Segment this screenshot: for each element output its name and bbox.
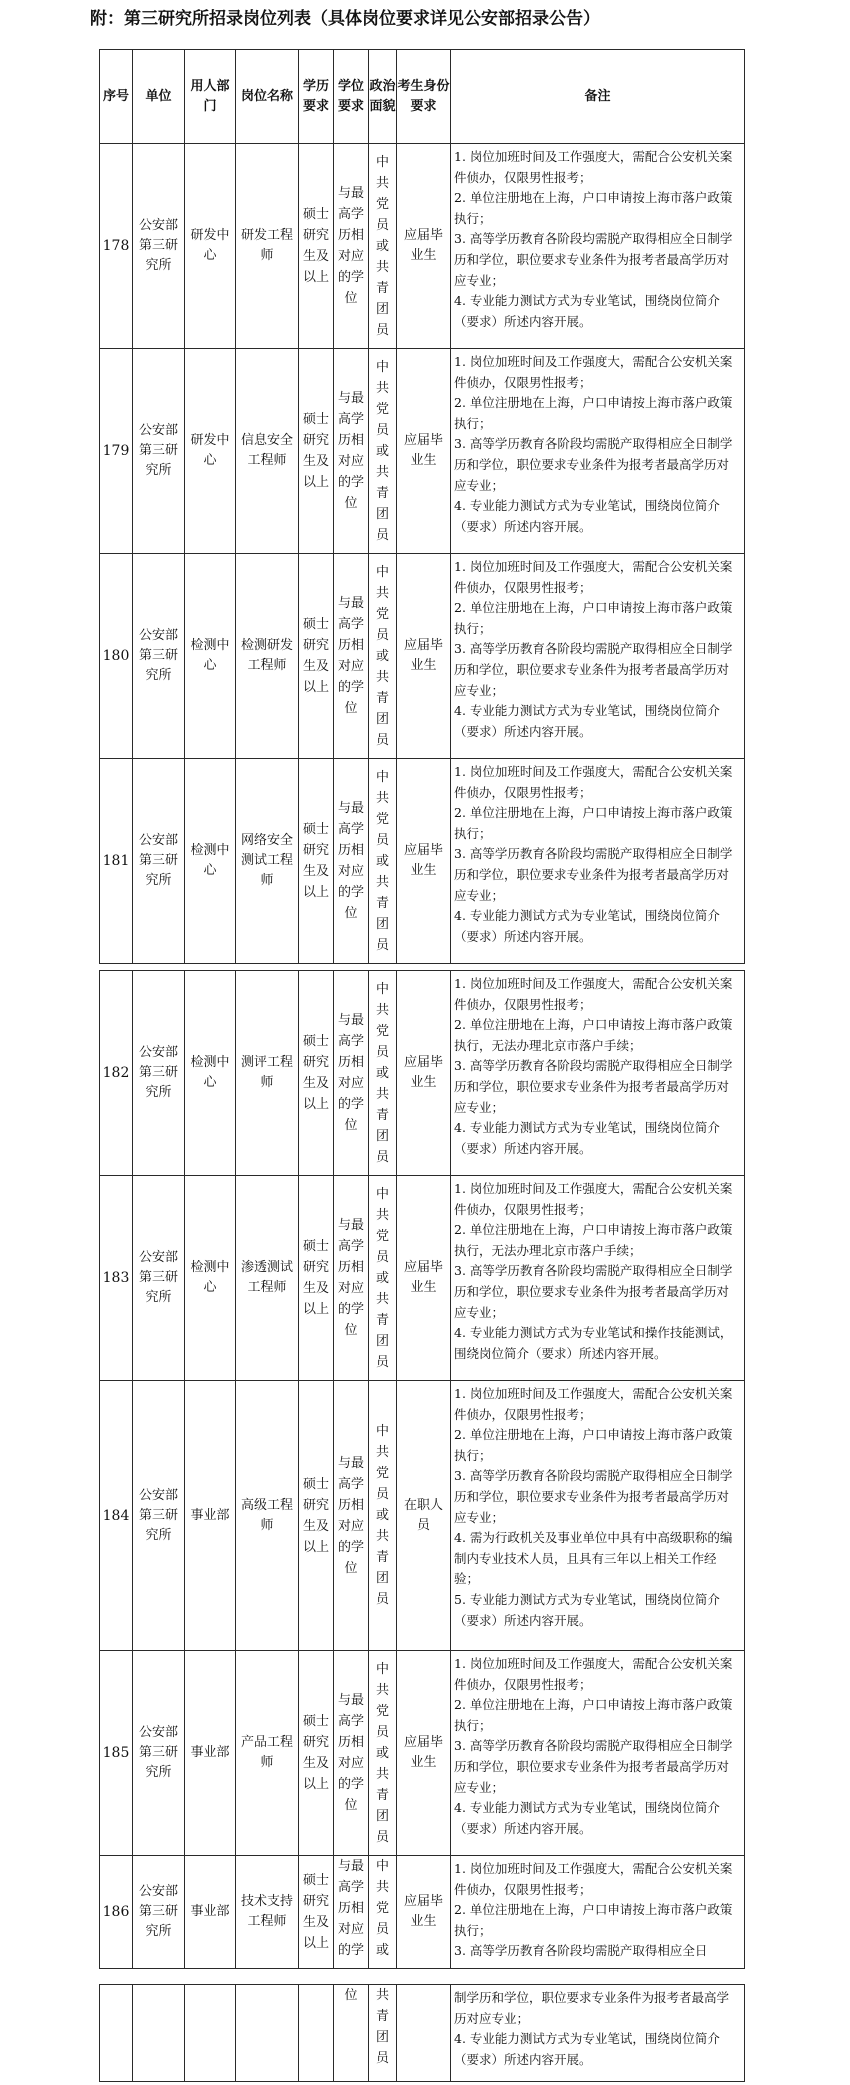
row-unit: 公安部第三研究所 — [133, 971, 185, 1176]
row-political: 中共党员或共青团员 — [369, 759, 397, 964]
row-edu: 硕士研究生及以上 — [299, 349, 334, 554]
row-identity: 应届毕业生 — [397, 1651, 451, 1856]
header-degree: 学位要求 — [334, 50, 369, 144]
row-dept: 检测中心 — [185, 759, 236, 964]
row-edu: 硕士研究生及以上 — [299, 144, 334, 349]
row-seq: 182 — [100, 971, 133, 1176]
row-dept: 检测中心 — [185, 554, 236, 759]
row-seq: 183 — [100, 1176, 133, 1381]
row-edu: 硕士研究生及以上 — [299, 554, 334, 759]
row-seq: 186 — [100, 1856, 133, 1969]
row-identity: 应届毕业生 — [397, 971, 451, 1176]
page-title: 附：第三研究所招录岗位列表（具体岗位要求详见公安部招录公告） — [90, 9, 600, 29]
cont-edu — [299, 1985, 334, 2082]
cont-notes: 制学历和学位，职位要求专业条件为报考者最高学历对应专业； 4. 专业能力测试方式为专业笔试，围绕岗位简介（要求）所述内容开展。 — [451, 1985, 745, 2082]
row-degree: 与最高学历相对应的学位 — [334, 971, 369, 1176]
row-unit: 公安部第三研究所 — [133, 1381, 185, 1651]
row-seq: 179 — [100, 349, 133, 554]
row-identity: 应届毕业生 — [397, 144, 451, 349]
row-political: 中共党员或 — [369, 1856, 397, 1969]
row-notes: 1. 岗位加班时间及工作强度大，需配合公安机关案件侦办，仅限男性报考； 2. 单位注册地在上海，户口申请按上海市落户政策执行； 3. 高等学历教育各阶段均需脱产取得相应全日制学历和学位，职位要求专业条件为报考者最高学历对应专业； 4. 专业能力测试方式为专业笔试，围绕岗位简介（要求）所述内容开展。 — [451, 1651, 745, 1856]
row-unit: 公安部第三研究所 — [133, 144, 185, 349]
row-degree: 与最高学历相对应的学位 — [334, 1651, 369, 1856]
header-edu: 学历要求 — [299, 50, 334, 144]
row-political: 中共党员或共青团员 — [369, 144, 397, 349]
row-seq: 185 — [100, 1651, 133, 1856]
row-dept: 研发中心 — [185, 349, 236, 554]
row-seq: 181 — [100, 759, 133, 964]
cont-dept — [185, 1985, 236, 2082]
row-dept: 检测中心 — [185, 971, 236, 1176]
header-dept: 用人部门 — [185, 50, 236, 144]
cont-seq — [100, 1985, 133, 2082]
row-notes: 1. 岗位加班时间及工作强度大，需配合公安机关案件侦办，仅限男性报考； 2. 单位注册地在上海，户口申请按上海市落户政策执行； 3. 高等学历教育各阶段均需脱产取得相应全日制学历和学位，职位要求专业条件为报考者最高学历对应专业； 4. 需为行政机关及事业单位中具有中高级职称的编制内专业技术人员，且具有三年以上相关工作经验； 5. 专业能力测试方式为专业笔试，围绕岗位简介（要求）所述内容开展。 — [451, 1381, 745, 1651]
header-identity: 考生身份要求 — [397, 50, 451, 144]
row-edu: 硕士研究生及以上 — [299, 759, 334, 964]
row-post: 技术支持工程师 — [236, 1856, 299, 1969]
row-notes: 1. 岗位加班时间及工作强度大，需配合公安机关案件侦办，仅限男性报考； 2. 单位注册地在上海，户口申请按上海市落户政策执行； 3. 高等学历教育各阶段均需脱产取得相应全日制学历和学位，职位要求专业条件为报考者最高学历对应专业； 4. 专业能力测试方式为专业笔试，围绕岗位简介（要求）所述内容开展。 — [451, 144, 745, 349]
row-degree: 与最高学历相对应的学 — [334, 1856, 369, 1969]
row-edu: 硕士研究生及以上 — [299, 1381, 334, 1651]
job-table-section-3 — [99, 1984, 745, 2082]
row-unit: 公安部第三研究所 — [133, 1856, 185, 1969]
row-notes: 1. 岗位加班时间及工作强度大，需配合公安机关案件侦办，仅限男性报考； 2. 单位注册地在上海，户口申请按上海市落户政策执行，无法办理北京市落户手续； 3. 高等学历教育各阶段均需脱产取得相应全日制学历和学位，职位要求专业条件为报考者最高学历对应专业； 4. 专业能力测试方式为专业笔试，围绕岗位简介（要求）所述内容开展。 — [451, 971, 745, 1176]
row-identity: 应届毕业生 — [397, 554, 451, 759]
row-post: 网络安全测试工程师 — [236, 759, 299, 964]
row-unit: 公安部第三研究所 — [133, 1176, 185, 1381]
row-post: 产品工程师 — [236, 1651, 299, 1856]
table-row — [100, 1856, 745, 1969]
row-edu: 硕士研究生及以上 — [299, 1651, 334, 1856]
row-notes: 1. 岗位加班时间及工作强度大，需配合公安机关案件侦办，仅限男性报考； 2. 单位注册地在上海，户口申请按上海市落户政策执行； 3. 高等学历教育各阶段均需脱产取得相应全日制学历和学位，职位要求专业条件为报考者最高学历对应专业； 4. 专业能力测试方式为专业笔试，围绕岗位简介（要求）所述内容开展。 — [451, 349, 745, 554]
row-degree: 与最高学历相对应的学位 — [334, 554, 369, 759]
row-seq: 180 — [100, 554, 133, 759]
job-table-section-2 — [99, 970, 745, 1969]
cont-degree: 位 — [334, 1985, 369, 2082]
row-identity: 应届毕业生 — [397, 349, 451, 554]
row-political: 中共党员或共青团员 — [369, 971, 397, 1176]
row-degree: 与最高学历相对应的学位 — [334, 1176, 369, 1381]
table-row — [100, 349, 745, 554]
table-row — [100, 759, 745, 964]
row-degree: 与最高学历相对应的学位 — [334, 144, 369, 349]
row-degree: 与最高学历相对应的学位 — [334, 349, 369, 554]
row-unit: 公安部第三研究所 — [133, 1651, 185, 1856]
row-post: 检测研发工程师 — [236, 554, 299, 759]
table-row — [100, 144, 745, 349]
row-edu: 硕士研究生及以上 — [299, 1176, 334, 1381]
cont-identity — [397, 1985, 451, 2082]
row-unit: 公安部第三研究所 — [133, 349, 185, 554]
row-political: 中共党员或共青团员 — [369, 554, 397, 759]
row-degree: 与最高学历相对应的学位 — [334, 1381, 369, 1651]
row-political: 中共党员或共青团员 — [369, 1176, 397, 1381]
cont-political: 共青团员 — [369, 1985, 397, 2082]
row-degree: 与最高学历相对应的学位 — [334, 759, 369, 964]
row-identity: 应届毕业生 — [397, 1176, 451, 1381]
row-notes: 1. 岗位加班时间及工作强度大，需配合公安机关案件侦办，仅限男性报考； 2. 单位注册地在上海，户口申请按上海市落户政策执行； 3. 高等学历教育各阶段均需脱产取得相应全日制学历和学位，职位要求专业条件为报考者最高学历对应专业； 4. 专业能力测试方式为专业笔试，围绕岗位简介（要求）所述内容开展。 — [451, 554, 745, 759]
header-notes: 备注 — [451, 50, 745, 144]
row-notes: 1. 岗位加班时间及工作强度大，需配合公安机关案件侦办，仅限男性报考； 2. 单位注册地在上海，户口申请按上海市落户政策执行，无法办理北京市落户手续； 3. 高等学历教育各阶段均需脱产取得相应全日制学历和学位，职位要求专业条件为报考者最高学历对应专业； 4. 专业能力测试方式为专业笔试和操作技能测试，围绕岗位简介（要求）所述内容开展。 — [451, 1176, 745, 1381]
row-identity: 应届毕业生 — [397, 759, 451, 964]
header-seq: 序号 — [100, 50, 133, 144]
row-edu: 硕士研究生及以上 — [299, 971, 334, 1176]
row-identity: 在职人员 — [397, 1381, 451, 1651]
row-political: 中共党员或共青团员 — [369, 349, 397, 554]
cont-post — [236, 1985, 299, 2082]
row-dept: 事业部 — [185, 1381, 236, 1651]
table-row — [100, 1176, 745, 1381]
row-post: 渗透测试工程师 — [236, 1176, 299, 1381]
table-row — [100, 554, 745, 759]
table-header-row — [100, 50, 745, 144]
row-dept: 事业部 — [185, 1856, 236, 1969]
job-table-section-1 — [99, 49, 745, 964]
row-post: 高级工程师 — [236, 1381, 299, 1651]
row-dept: 事业部 — [185, 1651, 236, 1856]
row-notes: 1. 岗位加班时间及工作强度大，需配合公安机关案件侦办，仅限男性报考； 2. 单位注册地在上海，户口申请按上海市落户政策执行； 3. 高等学历教育各阶段均需脱产取得相应全日 — [451, 1856, 745, 1969]
cont-unit — [133, 1985, 185, 2082]
row-dept: 检测中心 — [185, 1176, 236, 1381]
table-row — [100, 971, 745, 1176]
row-political: 中共党员或共青团员 — [369, 1651, 397, 1856]
table-row-continuation — [100, 1985, 745, 2082]
row-seq: 178 — [100, 144, 133, 349]
row-edu: 硕士研究生及以上 — [299, 1856, 334, 1969]
row-unit: 公安部第三研究所 — [133, 554, 185, 759]
table-row — [100, 1381, 745, 1651]
row-post: 测评工程师 — [236, 971, 299, 1176]
table-row — [100, 1651, 745, 1856]
row-post: 信息安全工程师 — [236, 349, 299, 554]
row-seq: 184 — [100, 1381, 133, 1651]
row-notes: 1. 岗位加班时间及工作强度大，需配合公安机关案件侦办，仅限男性报考； 2. 单位注册地在上海，户口申请按上海市落户政策执行； 3. 高等学历教育各阶段均需脱产取得相应全日制学历和学位，职位要求专业条件为报考者最高学历对应专业； 4. 专业能力测试方式为专业笔试，围绕岗位简介（要求）所述内容开展。 — [451, 759, 745, 964]
row-unit: 公安部第三研究所 — [133, 759, 185, 964]
row-post: 研发工程师 — [236, 144, 299, 349]
header-post: 岗位名称 — [236, 50, 299, 144]
row-political: 中共党员或共青团员 — [369, 1381, 397, 1651]
header-unit: 单位 — [133, 50, 185, 144]
header-political: 政治面貌 — [369, 50, 397, 144]
row-dept: 研发中心 — [185, 144, 236, 349]
row-identity: 应届毕业生 — [397, 1856, 451, 1969]
